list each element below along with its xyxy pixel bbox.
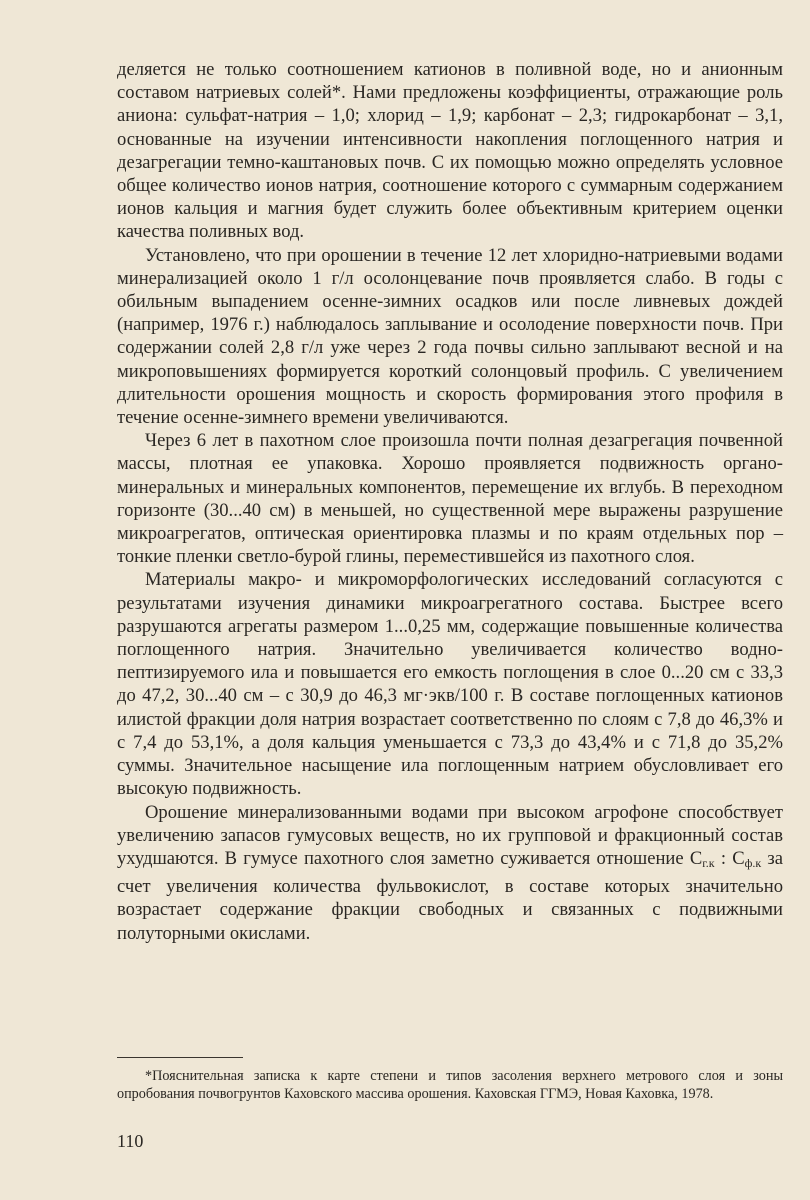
footnote-divider [117, 1057, 243, 1058]
paragraph-2: Установлено, что при орошении в течение 12 лет хлоридно-натриевыми водами минерализацией около 1 г/л осолонцевание почв проявляется слабо. В годы с обильным выпадением осенне-зимних осадков или после ливневых дождей (например, 1976 г.) наблюдалось заплывание и осолодение поверхности почв. При содержании солей 2,8 г/л уже через 2 года почвы сильно заплывают весной и на микроповышениях формируется короткий солонцовый профиль. С увеличением длительности орошения мощность и скорость формирования этого профиля в течение осенне-зимнего времени увеличиваются. [117, 244, 783, 429]
paragraph-5 [117, 801, 783, 945]
formula-c-gk: $С_{г.к}$ [689, 847, 715, 870]
paragraph-5-text-end: за счет увеличения количества фульвокислот, в составе которых значительно возрастает содержание фракции свободных и связанных с подвижными полуторными окислами. [117, 847, 784, 944]
paragraph-4: Материалы макро- и микроморфологических исследований согласуются с результатами изучения динамики микроагрегатного состава. Быстрее всего разрушаются агрегаты размером 1...0,25 мм, содержащие повышенные количества поглощенного натрия. Значительно увеличивается количество водно-пептизируемого ила и повышается его емкость поглощения в слое 0...20 см с 33,3 до 47,2, 30...40 см – с 30,9 до 46,3 мг·экв/100 г. В составе поглощенных катионов илистой фракции доля натрия возрастает соответственно по слоям с 7,8 до 46,3% и с 7,4 до 53,1%, а доля кальция уменьшается с 73,3 до 43,4% и с 71,8 до 35,2% суммы. Значительное насыщение ила поглощенным натрием обусловливает его высокую подвижность. [117, 569, 783, 800]
paragraph-3: Через 6 лет в пахотном слое произошла почти полная дезагрегация почвенной массы, плотная ее упаковка. Хорошо проявляется подвижность органо-минеральных и минеральных компонентов, перемещение их вглубь. В переходном горизонте (30...40 см) в меньшей, но существенной мере выражены разрушение микроагрегатов, оптическая ориентировка плазмы и по краям отдельных пор – тонкие пленки светло-бурой глины, переместившейся из пахотного слоя. [117, 430, 783, 568]
paragraph-5-text-start: Орошение минерализованными водами при высоком агрофоне способствует увеличению запасов гумусовых веществ, но их групповой и фракционный состав ухудшаются. В гумусе пахотного слоя заметно суживается отношение [117, 801, 783, 869]
footnote: *Пояснительная записка к карте степени и типов засоления верхнего метрового слоя и зоны опробования почвогрунтов Каховского массива орошения. Каховская ГГМЭ, Новая Каховка, 1978. [117, 1068, 783, 1102]
formula-separator: : [714, 847, 733, 869]
page-number: 110 [117, 1131, 144, 1151]
formula-c-fk: $С_{ф.к}$ [732, 847, 762, 870]
paragraph-1: деляется не только соотношением катионов в поливной воде, но и анионным составом натриевых солей*. Нами предложены коэффициенты, отражающие роль аниона: сульфат-натрия – 1,0; хлорид – 1,9; карбонат – 2,3; гидрокарбонат – 3,1, основанные на изучении интенсивности накопления поглощенного натрия и дезагрегации темно-каштановых почв. С их помощью можно определять условное общее количество ионов натрия, соотношение которого с суммарным содержанием ионов кальция и магния будет служить более объективным критерием оценки качества поливных вод. [117, 59, 783, 243]
page-body [117, 58, 783, 945]
